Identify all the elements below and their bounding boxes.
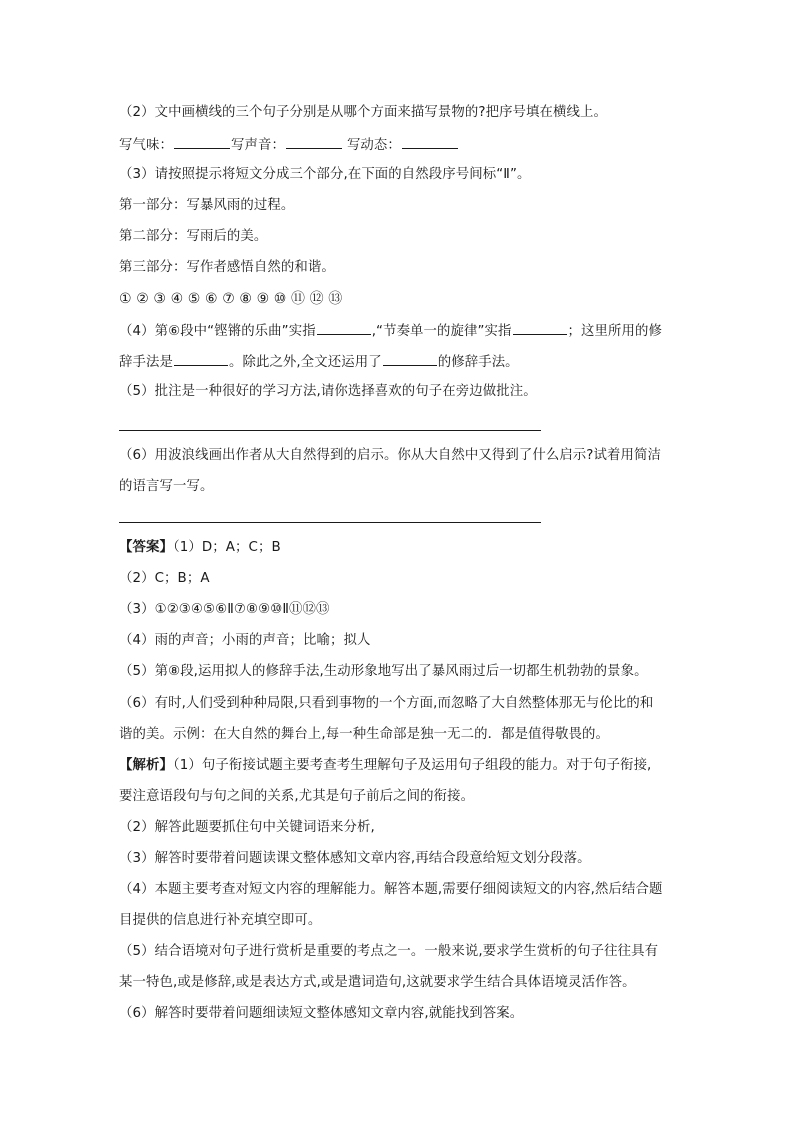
answer-line-q6[interactable]	[119, 522, 541, 523]
question-6-line-2: 的语言写一写。	[119, 479, 214, 494]
q4-text-6: 的修辞手法。	[437, 355, 519, 370]
analysis-4-line-2: 目提供的信息进行补充填空即可。	[119, 913, 322, 928]
answer-label: 【答案】	[119, 540, 173, 555]
blank-motion[interactable]	[402, 134, 458, 149]
analysis-4-line-1: （4）本题主要考查对短文内容的理解能力。解答本题,需要仔细阅读短文的内容,然后结合题	[119, 882, 663, 897]
question-3-part-1: 第一部分：写暴风雨的过程。	[119, 198, 295, 213]
analysis-5-line-1: （5）结合语境对句子进行赏析是重要的考点之一。一般来说,要求学生赏析的句子往往具有	[119, 944, 659, 959]
analysis-6: （6）解答时要带着问题细读短文整体感知文章内容,就能找到答案。	[119, 1006, 524, 1021]
answer-4: （4）雨的声音；小雨的声音；比喻；拟人	[119, 633, 371, 648]
blank-sound[interactable]	[286, 134, 342, 149]
question-3-prompt: （3）请按照提示将短文分成三个部分,在下面的自然段序号间标“Ⅱ”。	[119, 167, 531, 182]
blank-melody[interactable]	[513, 320, 567, 335]
answer-6-line-2: 谐的美。示例：在大自然的舞台上,每一种生命部是独一无二的．都是值得敬畏的。	[119, 727, 610, 742]
analysis-1-line-1: （1）句子衔接试题主要考查考生理解句子及运用句子组段的能力。对于句子衔接,	[172, 758, 652, 773]
analysis-label: 【解析】	[119, 758, 173, 773]
question-6-line-1: （6）用波浪线画出作者从大自然得到的启示。你从大自然中又得到了什么启示?试着用简洁	[119, 448, 661, 463]
analysis-3: （3）解答时要带着问题读课文整体感知文章内容,再结合段意给短文划分段落。	[119, 851, 591, 866]
analysis-2: （2）解答此题要抓住句中关键词语来分析,	[119, 820, 375, 835]
answer-6-line-1: （6）有时,人们受到种种局限,只看到事物的一个方面,而忽略了大自然整体那无与伦比的和	[119, 696, 654, 711]
q4-text-2: ,“节奏单一的旋律”实指	[371, 324, 512, 339]
question-3-part-2: 第二部分：写雨后的美。	[119, 229, 268, 244]
fill-label-sound: 写声音：	[230, 138, 285, 153]
blank-rhetoric-1[interactable]	[174, 351, 228, 366]
question-2-fill-line	[119, 134, 459, 156]
answer-3: （3）①②③④⑤⑥Ⅱ⑦⑧⑨⑩Ⅱ⑪⑫⑬	[119, 602, 330, 617]
q4-text-4: 辞手法是	[119, 355, 173, 370]
answer-line-1	[119, 538, 281, 558]
blank-smell[interactable]	[174, 134, 230, 149]
fill-label-motion: 写动态：	[346, 138, 401, 153]
analysis-5-line-2: 某一特色,或是修辞,或是表达方式,或是遣词造句,这就要求学生结合具体语境灵活作答。	[119, 975, 636, 990]
analysis-line-1	[119, 756, 651, 776]
question-2-prompt: （2）文中画横线的三个句子分别是从哪个方面来描写景物的?把序号填在横线上。	[119, 105, 607, 120]
question-4-line-2	[119, 351, 519, 373]
q4-text-5: 。除此之外,全文还运用了	[228, 355, 382, 370]
answer-line-q5[interactable]	[119, 430, 541, 431]
answer-1: （1）D；A；C；B	[172, 540, 281, 555]
question-3-part-3: 第三部分：写作者感悟自然的和谐。	[119, 260, 335, 275]
question-4-line-1	[119, 320, 662, 342]
blank-music[interactable]	[317, 320, 371, 335]
analysis-1-line-2: 要注意语段句与句之间的关系,尤其是句子前后之间的衔接。	[119, 789, 475, 804]
answer-5: （5）第⑧段,运用拟人的修辞手法,生动形象地写出了暴风雨过后一切都生机勃勃的景象。	[119, 664, 648, 679]
paragraph-number-sequence: ① ② ③ ④ ⑤ ⑥ ⑦ ⑧ ⑨ ⑩ ⑪ ⑫ ⑬	[119, 291, 343, 307]
blank-rhetoric-2[interactable]	[383, 351, 437, 366]
q4-text-1: （4）第⑥段中“铿锵的乐曲”实指	[119, 324, 316, 339]
answer-2: （2）C；B；A	[119, 571, 210, 586]
fill-label-smell: 写气味：	[119, 138, 173, 153]
q4-text-3: ；这里所用的修	[567, 324, 662, 339]
question-5-prompt: （5）批注是一种很好的学习方法,请你选择喜欢的句子在旁边做批注。	[119, 384, 537, 399]
